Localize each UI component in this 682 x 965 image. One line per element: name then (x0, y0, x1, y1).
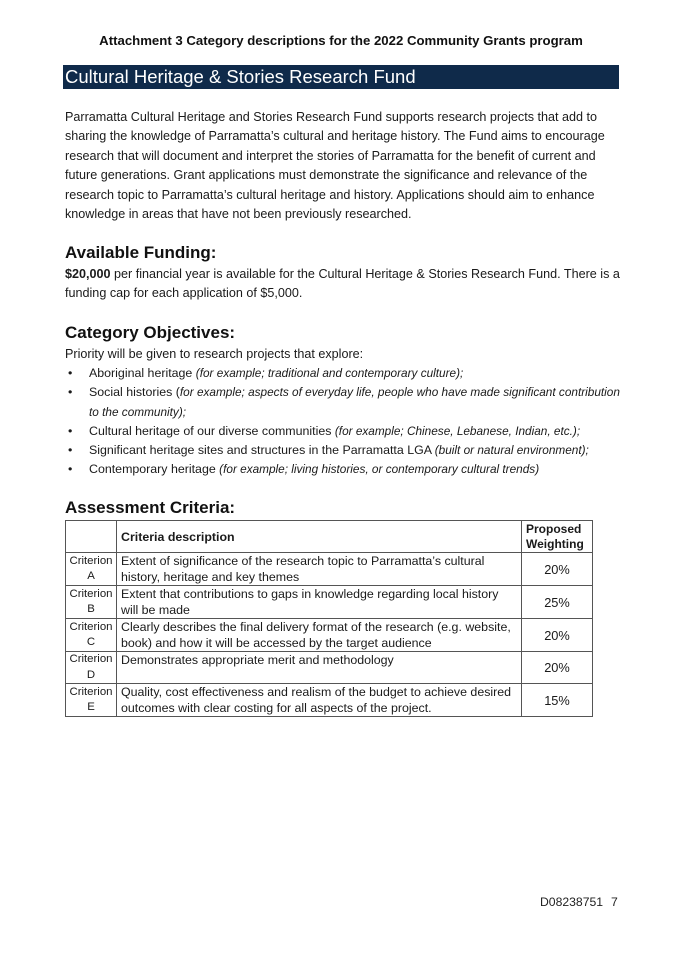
list-item-text: Social histories ( (89, 385, 180, 400)
criterion-weighting: 25% (522, 586, 593, 619)
criterion-label: Criterion D (66, 652, 117, 684)
table-row (66, 619, 593, 652)
funding-amount: $20,000 (65, 267, 111, 281)
attachment-header: Attachment 3 Category descriptions for the 2022 Community Grants program (99, 33, 583, 48)
list-item (65, 422, 630, 441)
column-header-description: Criteria description (117, 521, 522, 553)
list-item-example: (for example; Chinese, Lebanese, Indian, etc.); (334, 423, 581, 438)
table-row (66, 652, 593, 684)
list-item-text: Contemporary heritage (89, 462, 220, 477)
criterion-description: Demonstrates appropriate merit and methodology (117, 652, 522, 684)
list-item (65, 383, 630, 422)
table-header-row (66, 521, 593, 553)
criterion-description: Extent of significance of the research topic to Parramatta’s cultural history, heritage and key themes (117, 553, 522, 586)
list-item (65, 460, 630, 479)
criterion-description: Quality, cost effectiveness and realism of the budget to achieve desired outcomes with clear costing for all aspects of the project. (117, 684, 522, 717)
criterion-label: Criterion B (66, 586, 117, 619)
criterion-label: Criterion A (66, 553, 117, 586)
criterion-weighting: 15% (522, 684, 593, 717)
available-funding-heading: Available Funding: (65, 243, 217, 262)
list-item-example: (for example; living histories, or contemporary cultural trends) (219, 462, 540, 477)
criterion-weighting: 20% (522, 652, 593, 684)
bullet-icon: • (68, 366, 73, 380)
bullet-icon: • (68, 385, 73, 400)
column-header-criterion (66, 521, 117, 553)
section-banner: Cultural Heritage & Stories Research Fund (63, 65, 619, 89)
list-item-example: for example; aspects of everyday life, people who have made significant contribution to the community); (89, 385, 620, 419)
criterion-label: Criterion C (66, 619, 117, 652)
list-item (65, 364, 630, 383)
criterion-label: Criterion E (66, 684, 117, 717)
list-item-text: Aboriginal heritage (89, 366, 196, 380)
criterion-weighting: 20% (522, 553, 593, 586)
assessment-criteria-heading: Assessment Criteria: (65, 498, 236, 517)
list-item-text: Significant heritage sites and structures in the Parramatta LGA (89, 443, 435, 458)
bullet-icon: • (68, 462, 73, 477)
funding-paragraph (65, 265, 625, 304)
criterion-weighting: 20% (522, 619, 593, 652)
assessment-criteria-table (65, 520, 593, 717)
page-number: 7 (611, 895, 618, 909)
criterion-description: Extent that contributions to gaps in knowledge regarding local history will be made (117, 586, 522, 619)
objectives-intro: Priority will be given to research projects that explore: (65, 347, 364, 361)
list-item-example: (built or natural environment); (434, 443, 589, 458)
bullet-icon: • (68, 443, 73, 458)
criterion-description: Clearly describes the final delivery format of the research (e.g. website, book) and how it will be accessed by the target audience (117, 619, 522, 652)
page-footer (540, 895, 618, 909)
objectives-list (65, 364, 630, 480)
list-item (65, 441, 630, 460)
funding-text: per financial year is available for the Cultural Heritage & Stories Research Fund. There is a funding cap for each application of $5,000. (65, 267, 620, 301)
table-row (66, 684, 593, 717)
table-row (66, 553, 593, 586)
column-header-weighting: Proposed Weighting (522, 521, 593, 553)
list-item-text: Cultural heritage of our diverse communities (89, 423, 335, 438)
category-objectives-heading: Category Objectives: (65, 323, 236, 342)
bullet-icon: • (68, 423, 73, 438)
document-id: D08238751 (540, 895, 604, 909)
intro-paragraph: Parramatta Cultural Heritage and Stories Research Fund supports research projects that add to sharing the knowledge of Parramatta’s cultural and heritage history. The Fund aims to encourage research that will document and interpret the stories of Parramatta for the benefit of current and future generations. Grant applications must demonstrate the significance and relevance of the research topic to Parramatta’s cultural heritage and history. Applications should aim to enhance knowledge in areas that have not been previously researched. (65, 110, 605, 222)
list-item-example: (for example; traditional and contemporary culture); (195, 366, 464, 380)
table-row (66, 586, 593, 619)
